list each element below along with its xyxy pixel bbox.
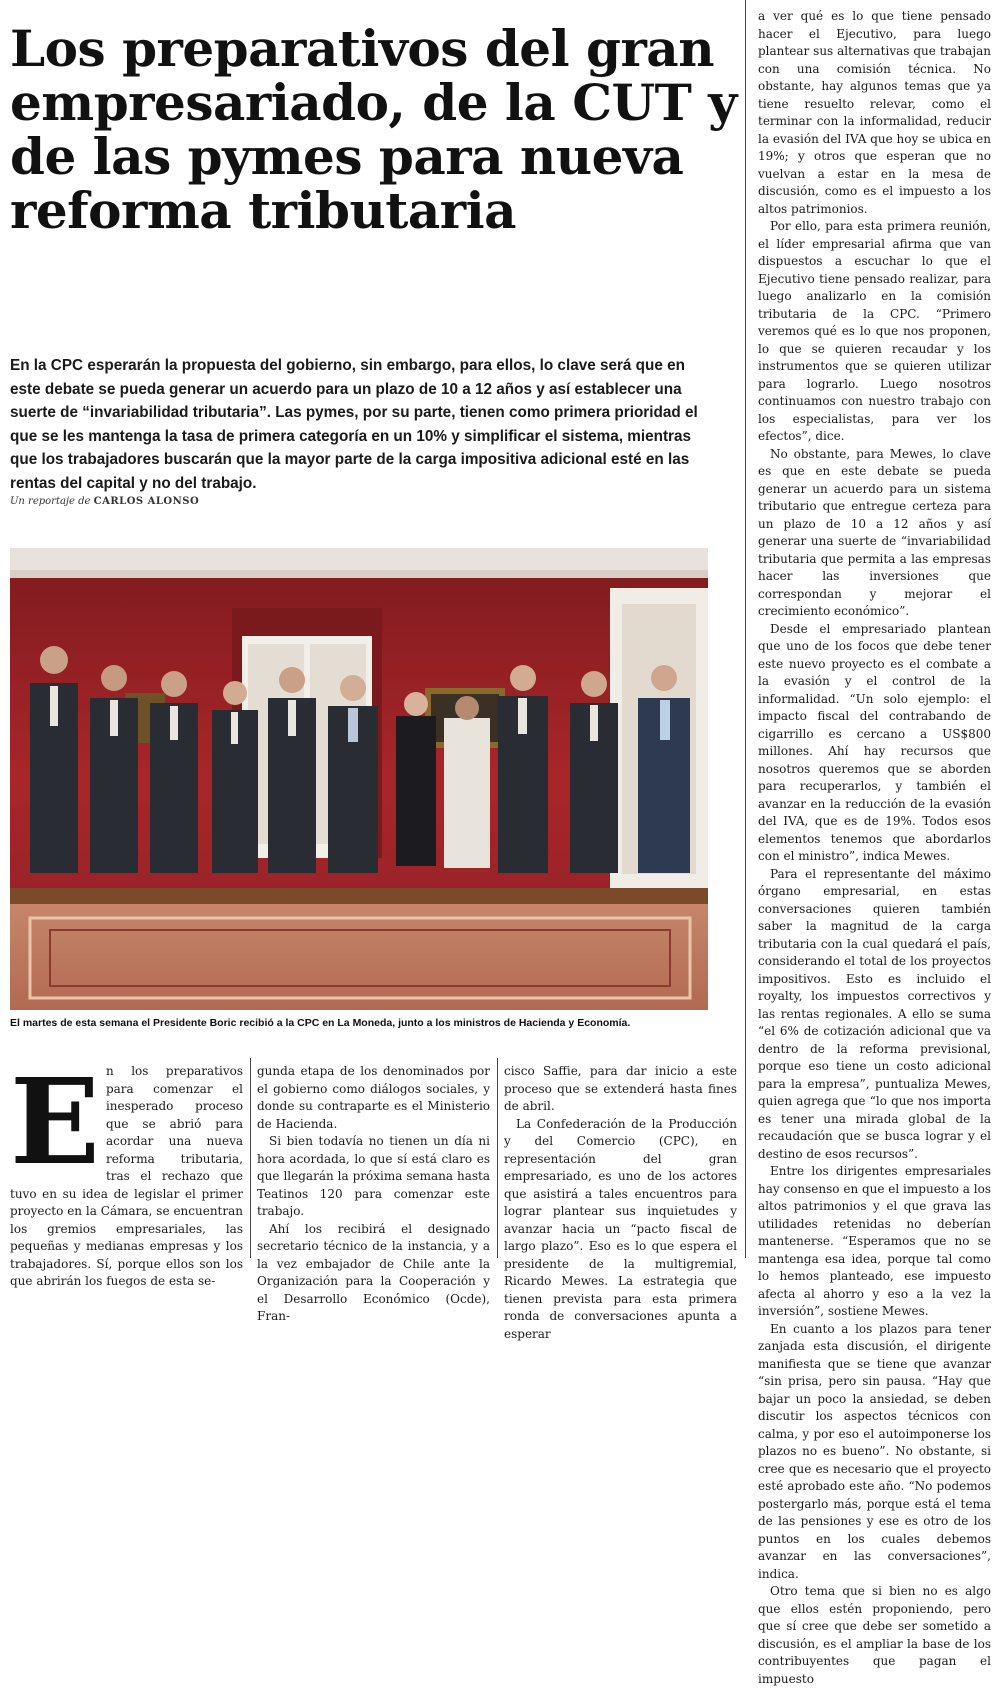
body-column-3 xyxy=(504,1063,737,1343)
body-paragraph: Entre los dirigentes empresariales hay consenso en que el impuesto a los altos patrimonios y el que grava las utilidades retenidas no deberían mantenerse. “Esperamos que no se mantenga esa idea, porque tal como lo hemos planteado, ese impuesto afecta al ahorro y eso a la vez la inversión”, sostiene Mewes. xyxy=(758,1164,991,1318)
byline xyxy=(10,496,199,507)
news-photo xyxy=(10,548,708,1010)
body-paragraph: Por ello, para esta primera reunión, el líder empresarial afirma que van dispuestos a escuchar lo que el Ejecutivo tiene pensado realizar, para luego analizarlo en la comisión tributaria de la CPC. “Primero veremos qué es lo que nos proponen, lo que se quieren recaudar y los instrumentos que se quieren utilizar para lograrlo. Luego nosotros continuamos con nuestro trabajo con los especialistas, para ver los efectos”, dice. xyxy=(758,219,991,443)
body-paragraph: Ahí los recibirá el designado secretario técnico de la instancia, y a la vez embajador de Chile ante la Organización para la Cooperación y el Desarrollo Económico (Ocde), Fran- xyxy=(257,1221,490,1323)
deck-summary: En la CPC esperarán la propuesta del gobierno, sin embargo, para ellos, lo clave será que en este debate se pueda generar un acuerdo para un plazo de 10 a 12 años y así establecer una suerte de “invariabilidad tributaria”. Las pymes, por su parte, tienen como primera prioridad el que se les mantenga la tasa de primera categoría en un 10% y simplificar el sistema, mientras que los trabajadores buscarán que la mayor parte de la carga impositiva adicional esté en las rentas del capital y no del trabajo. xyxy=(10,357,698,492)
body-paragraph: Para el representante del máximo órgano empresarial, en estas conversaciones quieren también saber la magnitud de la carga tributaria con la cual quedará el país, considerando el total de los proyectos impositivos. Esto es incluido el royalty, los impuestos correctivos y las rentas regionales. A ello se suma “el 6% de cotización adicional que va dentro de la reforma previsional, porque eso tiene un costo adicional para la empresa”, puntualiza Mewes, quien agrega que “lo que nos importa es tener una mirada global de la recaudación que se busca lograr y el destino de esos recursos”. xyxy=(758,866,991,1161)
body-column-2 xyxy=(257,1063,490,1326)
body-paragraph: Otro tema que si bien no es algo que ellos estén proponiendo, pero que sí cree que debe ser sometido a discusión, es el ampliar la base de los contribuyentes que pagan el impuesto xyxy=(758,1584,991,1686)
body-paragraph: cisco Saffie, para dar inicio a este proceso que se extenderá hasta fines de abril. xyxy=(504,1064,737,1113)
body-paragraph: Desde el empresariado plantean que uno de los focos que debe tener este nuevo proyecto es el combate a la evasión y el control de la informalidad. “Un solo ejemplo: el impacto fiscal del contrabando de cigarrillo es cercano a US$800 millones. Ahí hay recursos que nosotros queremos que se aborden para recuperarlos, y también el avanzar en la reducción de la evasión del IVA, que es de 19%. Todos esos elementos tenemos que abordarlos con el ministro”, indica Mewes. xyxy=(758,621,991,863)
body-paragraph: La Confederación de la Producción y del Comercio (CPC), en representación del gran empresariado, es uno de los actores que asistirá a tales encuentros para lograr plantear sus inquietudes y avanzar hacia un “pacto fiscal de largo plazo”. Eso es lo que espera el presidente de la multigremial, Ricardo Mewes. La estrategia que tienen prevista para esta primera ronda de conversaciones apunta a esperar xyxy=(504,1116,737,1341)
column-divider xyxy=(250,1058,251,1258)
body-paragraph: a ver qué es lo que tiene pensado hacer el Ejecutivo, para luego plantear sus alternativas que trabajan con una comisión técnica. No obstante, hay algunos temas que ya tiene resuelto relevar, como el terminar con la informalidad, reducir la evasión del IVA que hoy se ubica en 19%; y otros que esperan que no vuelvan a estar en la mesa de discusión, como es el impuesto a los altos patrimonios. xyxy=(758,9,991,216)
drop-cap: E xyxy=(10,1052,100,1191)
body-column-1 xyxy=(10,1052,243,1291)
body-paragraph: gunda etapa de los denominados por el gobierno como diálogos sociales, y donde su contraparte es el Ministerio de Hacienda. xyxy=(257,1064,490,1131)
photo-caption: El martes de esta semana el Presidente Boric recibió a la CPC en La Moneda, junto a los ministros de Hacienda y Economía. xyxy=(10,1017,631,1029)
column-divider xyxy=(497,1058,498,1258)
headline: Los preparativos del gran empresariado, de la CUT y de las pymes para nueva reforma tributaria xyxy=(10,19,737,240)
body-column-4 xyxy=(758,8,991,1688)
body-paragraph: En cuanto a los plazos para tener zanjada esta discusión, el dirigente manifiesta que se tiene que avanzar “sin prisa, pero sin pausa. “Hay que bajar un poco la ansiedad, se deben discutir los aspectos técnicos con calma, y por eso el autoimponerse los plazos no es bueno”. No obstante, si cree que es necesario que el proyecto esté aprobado este año. “No podemos postergarlo más, porque está el tema de las pensiones y ese es otro de los puntos en los cuales debemos avanzar en las conversaciones”, indica. xyxy=(758,1321,991,1581)
body-paragraph: Si bien todavía no tienen un día ni hora acordada, lo que sí está claro es que llegarán la próxima semana hasta Teatinos 120 para comenzar este trabajo. xyxy=(257,1134,490,1218)
byline-prefix: Un reportaje de xyxy=(10,496,91,507)
column-divider-main xyxy=(745,0,746,1258)
body-paragraph: No obstante, para Mewes, lo clave es que en este debate se pueda generar un acuerdo para un sistema tributario que entregue certeza para un plazo de 10 a 12 años y así generar una suerte de “invariabilidad tributaria que permita a las empresas hacer las inversiones que correspondan y mejorar el crecimiento económico”. xyxy=(758,446,991,618)
body-paragraph: n los preparativos para comenzar el inesperado proceso que se abrió para acordar una nueva reforma tributaria, tras el rechazo que tuvo en su idea de legislar el primer proyecto en la Cámara, se encuentran los gremios empresariales, las pequeñas y medianas empresas y los trabajadores. Sí, porque ellos son los que abrirán los fuegos de esta se- xyxy=(10,1064,243,1288)
byline-author: CARLOS ALONSO xyxy=(93,496,200,507)
